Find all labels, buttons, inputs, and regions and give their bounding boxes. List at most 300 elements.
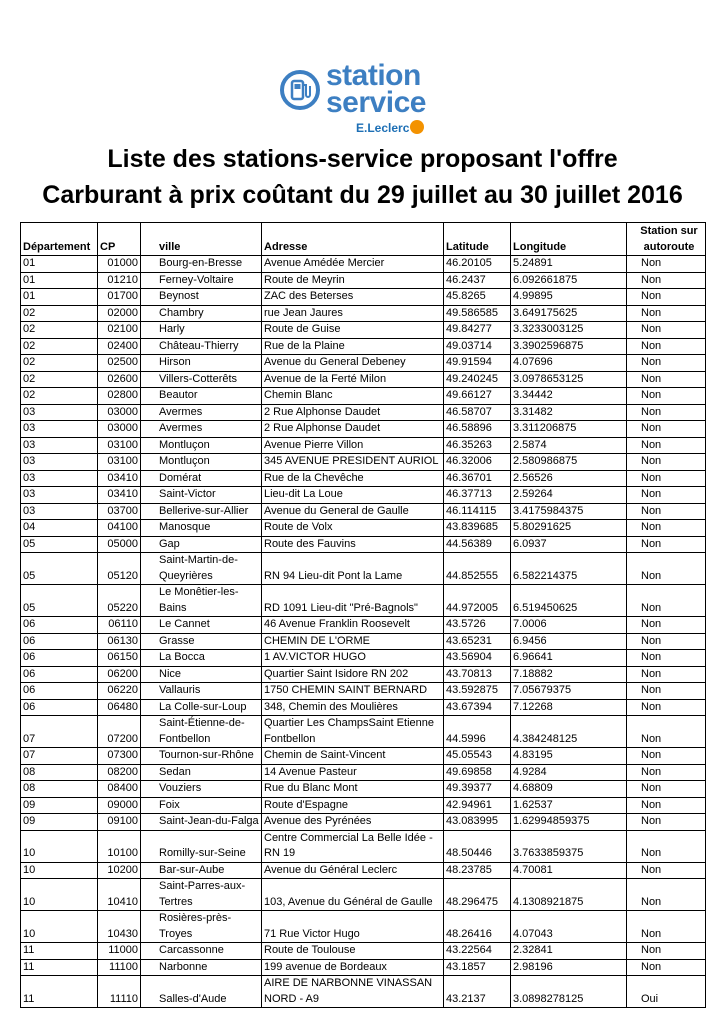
cell-cp: 03410: [98, 470, 141, 487]
cell-cp: 10200: [98, 862, 141, 879]
cell-ville: Harly: [141, 322, 262, 339]
cell-cp: 10100: [98, 830, 141, 862]
cell-longitude: 7.05679375: [511, 683, 627, 700]
cell-departement: 02: [21, 371, 98, 388]
fuel-pump-icon: [280, 70, 320, 110]
table-row: [21, 781, 706, 798]
cell-latitude: 48.23785: [444, 862, 511, 879]
cell-cp: 08200: [98, 764, 141, 781]
cell-longitude: 4.384248125: [511, 716, 627, 748]
cell-autoroute: Non: [627, 814, 706, 831]
cell-latitude: 46.20105: [444, 256, 511, 273]
cell-departement: 06: [21, 650, 98, 667]
cell-adresse: Avenue Pierre Villon: [262, 437, 444, 454]
logo-word-service: service: [326, 86, 426, 119]
cell-autoroute: Non: [627, 289, 706, 306]
cell-longitude: 4.07043: [511, 911, 627, 943]
cell-autoroute: Non: [627, 355, 706, 372]
cell-autoroute: Non: [627, 404, 706, 421]
cell-autoroute: Non: [627, 487, 706, 504]
cell-autoroute: Non: [627, 388, 706, 405]
cell-cp: 10430: [98, 911, 141, 943]
cell-ville: Beautor: [141, 388, 262, 405]
table-row: [21, 830, 706, 862]
cell-departement: 06: [21, 683, 98, 700]
cell-departement: 10: [21, 830, 98, 862]
cell-departement: 05: [21, 536, 98, 553]
table-row: [21, 959, 706, 976]
cell-adresse: 103, Avenue du Général de Gaulle: [262, 879, 444, 911]
cell-cp: 02800: [98, 388, 141, 405]
cell-longitude: 4.07696: [511, 355, 627, 372]
table-row: [21, 305, 706, 322]
cell-adresse: Centre Commercial La Belle Idée - RN 19: [262, 830, 444, 862]
table-row: [21, 487, 706, 504]
cell-departement: 03: [21, 437, 98, 454]
cell-latitude: 45.05543: [444, 748, 511, 765]
cell-longitude: 3.31482: [511, 404, 627, 421]
cell-adresse: Route des Fauvins: [262, 536, 444, 553]
cell-cp: 03100: [98, 454, 141, 471]
table-row: [21, 633, 706, 650]
cell-cp: 06150: [98, 650, 141, 667]
cell-autoroute: Non: [627, 305, 706, 322]
cell-longitude: 3.649175625: [511, 305, 627, 322]
cell-autoroute: Non: [627, 272, 706, 289]
cell-adresse: RN 94 Lieu-dit Pont la Lame: [262, 553, 444, 585]
cell-adresse: 1750 CHEMIN SAINT BERNARD: [262, 683, 444, 700]
cell-latitude: 48.26416: [444, 911, 511, 943]
cell-ville: Saint-Martin-de-Queyrières: [141, 553, 262, 585]
cell-autoroute: Non: [627, 371, 706, 388]
cell-ville: Hirson: [141, 355, 262, 372]
table-row: [21, 862, 706, 879]
cell-ville: Gap: [141, 536, 262, 553]
cell-ville: Saint-Parres-aux-Tertres: [141, 879, 262, 911]
cell-departement: 03: [21, 454, 98, 471]
cell-autoroute: Non: [627, 911, 706, 943]
cell-latitude: 46.2437: [444, 272, 511, 289]
cell-departement: 04: [21, 520, 98, 537]
page-title-line2: Carburant à prix coûtant du 29 juillet au 30 juillet 2016: [42, 181, 683, 209]
cell-longitude: 2.98196: [511, 959, 627, 976]
cell-autoroute: Non: [627, 454, 706, 471]
cell-longitude: 3.3902596875: [511, 338, 627, 355]
cell-latitude: 49.66127: [444, 388, 511, 405]
cell-cp: 03000: [98, 421, 141, 438]
cell-departement: 10: [21, 862, 98, 879]
table-row: [21, 617, 706, 634]
cell-ville: Chambry: [141, 305, 262, 322]
cell-autoroute: Non: [627, 650, 706, 667]
col-header-ville: ville: [141, 223, 262, 256]
cell-departement: 09: [21, 797, 98, 814]
cell-cp: 05220: [98, 585, 141, 617]
cell-longitude: 3.7633859375: [511, 830, 627, 862]
cell-departement: 03: [21, 487, 98, 504]
cell-latitude: 49.240245: [444, 371, 511, 388]
cell-longitude: 3.3233003125: [511, 322, 627, 339]
cell-departement: 02: [21, 388, 98, 405]
cell-autoroute: Non: [627, 322, 706, 339]
table-row: [21, 536, 706, 553]
cell-adresse: 199 avenue de Bordeaux: [262, 959, 444, 976]
table-row: [21, 272, 706, 289]
cell-departement: 03: [21, 421, 98, 438]
cell-cp: 04100: [98, 520, 141, 537]
cell-ville: Beynost: [141, 289, 262, 306]
cell-adresse: ZAC des Beterses: [262, 289, 444, 306]
cell-adresse: Route de Volx: [262, 520, 444, 537]
cell-longitude: 2.56526: [511, 470, 627, 487]
logo-word-station: station: [326, 59, 421, 92]
cell-longitude: 4.70081: [511, 862, 627, 879]
table-row: [21, 943, 706, 960]
cell-adresse: Route de Toulouse: [262, 943, 444, 960]
table-row: [21, 454, 706, 471]
table-row: [21, 797, 706, 814]
cell-ville: Carcassonne: [141, 943, 262, 960]
cell-autoroute: Non: [627, 666, 706, 683]
table-row: [21, 683, 706, 700]
col-header-autoroute: Station sur autoroute: [627, 223, 706, 256]
cell-autoroute: Non: [627, 553, 706, 585]
cell-cp: 03700: [98, 503, 141, 520]
cell-cp: 02600: [98, 371, 141, 388]
cell-longitude: 3.311206875: [511, 421, 627, 438]
cell-latitude: 42.94961: [444, 797, 511, 814]
cell-longitude: 4.9284: [511, 764, 627, 781]
table-row: [21, 470, 706, 487]
cell-ville: Vallauris: [141, 683, 262, 700]
table-row: [21, 553, 706, 585]
cell-longitude: 7.12268: [511, 699, 627, 716]
cell-longitude: 5.24891: [511, 256, 627, 273]
cell-cp: 03410: [98, 487, 141, 504]
cell-cp: 01000: [98, 256, 141, 273]
cell-longitude: 6.96641: [511, 650, 627, 667]
cell-ville: Bellerive-sur-Allier: [141, 503, 262, 520]
table-row: [21, 437, 706, 454]
cell-cp: 02500: [98, 355, 141, 372]
cell-cp: 07200: [98, 716, 141, 748]
cell-longitude: 2.59264: [511, 487, 627, 504]
table-row: [21, 520, 706, 537]
table-row: [21, 585, 706, 617]
cell-latitude: 49.39377: [444, 781, 511, 798]
table-row: [21, 879, 706, 911]
cell-autoroute: Non: [627, 683, 706, 700]
cell-adresse: 2 Rue Alphonse Daudet: [262, 421, 444, 438]
cell-adresse: rue Jean Jaures: [262, 305, 444, 322]
cell-longitude: 2.580986875: [511, 454, 627, 471]
cell-departement: 11: [21, 976, 98, 1008]
cell-ville: Manosque: [141, 520, 262, 537]
cell-ville: Montluçon: [141, 454, 262, 471]
cell-cp: 08400: [98, 781, 141, 798]
cell-cp: 06480: [98, 699, 141, 716]
cell-latitude: 43.5726: [444, 617, 511, 634]
cell-latitude: 46.32006: [444, 454, 511, 471]
stations-table: [20, 222, 706, 1008]
col-header-latitude: Latitude: [444, 223, 511, 256]
cell-latitude: 49.69858: [444, 764, 511, 781]
table-row: [21, 421, 706, 438]
cell-autoroute: Non: [627, 520, 706, 537]
cell-departement: 02: [21, 355, 98, 372]
cell-ville: Saint-Jean-du-Falga: [141, 814, 262, 831]
cell-departement: 11: [21, 943, 98, 960]
table-row: [21, 764, 706, 781]
cell-longitude: 3.34442: [511, 388, 627, 405]
cell-cp: 03100: [98, 437, 141, 454]
cell-ville: Ferney-Voltaire: [141, 272, 262, 289]
cell-longitude: 2.5874: [511, 437, 627, 454]
cell-ville: Le Cannet: [141, 617, 262, 634]
cell-latitude: 46.58896: [444, 421, 511, 438]
cell-adresse: Avenue du General Debeney: [262, 355, 444, 372]
table-row: [21, 503, 706, 520]
cell-adresse: 2 Rue Alphonse Daudet: [262, 404, 444, 421]
cell-adresse: Avenue Amédée Mercier: [262, 256, 444, 273]
cell-cp: 10410: [98, 879, 141, 911]
cell-ville: Le Monêtier-les-Bains: [141, 585, 262, 617]
cell-departement: 02: [21, 338, 98, 355]
cell-adresse: Route d'Espagne: [262, 797, 444, 814]
cell-longitude: 3.0898278125: [511, 976, 627, 1008]
cell-longitude: 1.62994859375: [511, 814, 627, 831]
cell-adresse: 348, Chemin des Moulières: [262, 699, 444, 716]
cell-latitude: 43.70813: [444, 666, 511, 683]
cell-adresse: Chemin de Saint-Vincent: [262, 748, 444, 765]
cell-departement: 06: [21, 633, 98, 650]
table-row: [21, 371, 706, 388]
cell-latitude: 49.91594: [444, 355, 511, 372]
table-row: [21, 388, 706, 405]
cell-adresse: 46 Avenue Franklin Roosevelt: [262, 617, 444, 634]
cell-longitude: 6.0937: [511, 536, 627, 553]
cell-latitude: 46.58707: [444, 404, 511, 421]
cell-ville: Foix: [141, 797, 262, 814]
cell-ville: Saint-Victor: [141, 487, 262, 504]
cell-longitude: 7.0006: [511, 617, 627, 634]
cell-adresse: Route de Meyrin: [262, 272, 444, 289]
cell-longitude: 6.092661875: [511, 272, 627, 289]
cell-latitude: 44.5996: [444, 716, 511, 748]
cell-cp: 03000: [98, 404, 141, 421]
cell-departement: 01: [21, 289, 98, 306]
cell-autoroute: Non: [627, 338, 706, 355]
cell-cp: 02000: [98, 305, 141, 322]
cell-autoroute: Non: [627, 748, 706, 765]
cell-cp: 09000: [98, 797, 141, 814]
cell-longitude: 6.582214375: [511, 553, 627, 585]
cell-autoroute: Non: [627, 879, 706, 911]
cell-ville: Rosières-près-Troyes: [141, 911, 262, 943]
table-row: [21, 976, 706, 1008]
table-row: [21, 650, 706, 667]
cell-latitude: 46.36701: [444, 470, 511, 487]
cell-departement: 07: [21, 716, 98, 748]
col-header-adresse: Adresse: [262, 223, 444, 256]
table-row: [21, 699, 706, 716]
cell-longitude: 7.18882: [511, 666, 627, 683]
cell-cp: 06110: [98, 617, 141, 634]
cell-ville: Avermes: [141, 404, 262, 421]
cell-cp: 01700: [98, 289, 141, 306]
cell-adresse: Rue du Blanc Mont: [262, 781, 444, 798]
cell-departement: 01: [21, 256, 98, 273]
cell-departement: 03: [21, 470, 98, 487]
cell-longitude: 4.99895: [511, 289, 627, 306]
cell-cp: 11000: [98, 943, 141, 960]
cell-latitude: 48.50446: [444, 830, 511, 862]
cell-latitude: 48.296475: [444, 879, 511, 911]
cell-departement: 10: [21, 911, 98, 943]
leclerc-emblem-icon: [410, 120, 424, 134]
cell-autoroute: Non: [627, 797, 706, 814]
cell-cp: 07300: [98, 748, 141, 765]
cell-latitude: 49.84277: [444, 322, 511, 339]
cell-adresse: Avenue des Pyrénées: [262, 814, 444, 831]
cell-adresse: Chemin Blanc: [262, 388, 444, 405]
col-header-longitude: Longitude: [511, 223, 627, 256]
cell-ville: Domérat: [141, 470, 262, 487]
cell-latitude: 45.8265: [444, 289, 511, 306]
cell-ville: La Colle-sur-Loup: [141, 699, 262, 716]
cell-cp: 06130: [98, 633, 141, 650]
cell-cp: 05000: [98, 536, 141, 553]
cell-departement: 01: [21, 272, 98, 289]
table-row: [21, 748, 706, 765]
cell-departement: 06: [21, 617, 98, 634]
cell-adresse: Quartier Saint Isidore RN 202: [262, 666, 444, 683]
cell-latitude: 44.56389: [444, 536, 511, 553]
cell-departement: 03: [21, 404, 98, 421]
table-row: [21, 338, 706, 355]
cell-ville: Narbonne: [141, 959, 262, 976]
cell-adresse: Rue de la Plaine: [262, 338, 444, 355]
cell-autoroute: Non: [627, 716, 706, 748]
cell-adresse: Quartier Les ChampsSaint Etienne Fontbellon: [262, 716, 444, 748]
cell-departement: 08: [21, 781, 98, 798]
cell-departement: 10: [21, 879, 98, 911]
table-row: [21, 355, 706, 372]
cell-autoroute: Non: [627, 781, 706, 798]
cell-autoroute: Non: [627, 617, 706, 634]
cell-longitude: 6.9456: [511, 633, 627, 650]
cell-adresse: 1 AV.VICTOR HUGO: [262, 650, 444, 667]
table-row: [21, 814, 706, 831]
table-row: [21, 404, 706, 421]
cell-latitude: 46.37713: [444, 487, 511, 504]
cell-latitude: 49.03714: [444, 338, 511, 355]
logo-brand-text: E.Leclerc: [356, 121, 410, 135]
table-header-row: [21, 223, 706, 256]
cell-longitude: 6.519450625: [511, 585, 627, 617]
cell-longitude: 1.62537: [511, 797, 627, 814]
cell-adresse: Route de Guise: [262, 322, 444, 339]
cell-cp: 06200: [98, 666, 141, 683]
cell-departement: 06: [21, 666, 98, 683]
cell-adresse: Avenue de la Ferté Milon: [262, 371, 444, 388]
cell-autoroute: Non: [627, 943, 706, 960]
cell-latitude: 43.083995: [444, 814, 511, 831]
cell-ville: Montluçon: [141, 437, 262, 454]
cell-adresse: RD 1091 Lieu-dit "Pré-Bagnols": [262, 585, 444, 617]
cell-departement: 06: [21, 699, 98, 716]
cell-ville: Nice: [141, 666, 262, 683]
cell-ville: Salles-d'Aude: [141, 976, 262, 1008]
cell-cp: 09100: [98, 814, 141, 831]
cell-longitude: 3.0978653125: [511, 371, 627, 388]
cell-autoroute: Non: [627, 830, 706, 862]
table-row: [21, 256, 706, 273]
cell-cp: 11100: [98, 959, 141, 976]
cell-ville: La Bocca: [141, 650, 262, 667]
cell-autoroute: Non: [627, 536, 706, 553]
cell-ville: Château-Thierry: [141, 338, 262, 355]
cell-departement: 09: [21, 814, 98, 831]
cell-adresse: Rue de la Chevêche: [262, 470, 444, 487]
cell-autoroute: Non: [627, 633, 706, 650]
cell-autoroute: Non: [627, 437, 706, 454]
cell-ville: Tournon-sur-Rhône: [141, 748, 262, 765]
cell-autoroute: Non: [627, 256, 706, 273]
cell-ville: Romilly-sur-Seine: [141, 830, 262, 862]
cell-latitude: 43.67394: [444, 699, 511, 716]
cell-adresse: AIRE DE NARBONNE VINASSAN NORD - A9: [262, 976, 444, 1008]
cell-latitude: 44.972005: [444, 585, 511, 617]
cell-longitude: 4.83195: [511, 748, 627, 765]
cell-latitude: 43.2137: [444, 976, 511, 1008]
table-row: [21, 716, 706, 748]
station-service-logo: [278, 59, 438, 142]
cell-latitude: 44.852555: [444, 553, 511, 585]
cell-adresse: Avenue du General de Gaulle: [262, 503, 444, 520]
col-header-cp: CP: [98, 223, 141, 256]
cell-departement: 03: [21, 503, 98, 520]
cell-autoroute: Non: [627, 421, 706, 438]
cell-longitude: 2.32841: [511, 943, 627, 960]
cell-autoroute: Non: [627, 699, 706, 716]
cell-ville: Grasse: [141, 633, 262, 650]
logo-brand: [356, 120, 424, 135]
cell-cp: 02400: [98, 338, 141, 355]
cell-autoroute: Non: [627, 764, 706, 781]
cell-ville: Avermes: [141, 421, 262, 438]
cell-latitude: 43.1857: [444, 959, 511, 976]
cell-autoroute: Non: [627, 503, 706, 520]
page-title-line1: Liste des stations-service proposant l'offre: [107, 145, 618, 173]
cell-adresse: Lieu-dit La Loue: [262, 487, 444, 504]
cell-latitude: 43.65231: [444, 633, 511, 650]
cell-departement: 11: [21, 959, 98, 976]
table-row: [21, 911, 706, 943]
cell-ville: Vouziers: [141, 781, 262, 798]
cell-cp: 01210: [98, 272, 141, 289]
cell-adresse: CHEMIN DE L'ORME: [262, 633, 444, 650]
cell-ville: Bar-sur-Aube: [141, 862, 262, 879]
cell-longitude: 4.68809: [511, 781, 627, 798]
cell-cp: 02100: [98, 322, 141, 339]
cell-departement: 08: [21, 764, 98, 781]
cell-ville: Villers-Cotterêts: [141, 371, 262, 388]
cell-autoroute: Non: [627, 470, 706, 487]
cell-latitude: 43.839685: [444, 520, 511, 537]
cell-ville: Sedan: [141, 764, 262, 781]
cell-adresse: 345 AVENUE PRESIDENT AURIOL: [262, 454, 444, 471]
